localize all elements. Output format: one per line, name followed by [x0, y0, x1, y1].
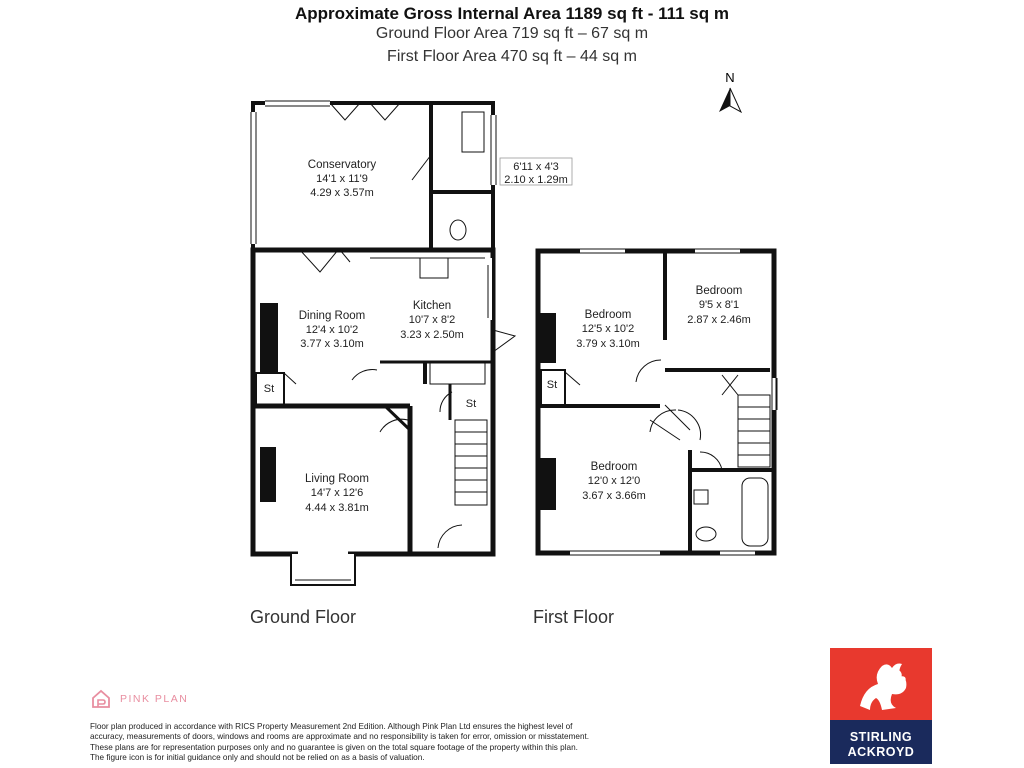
utility-dim-metric: 2.10 x 1.29m — [504, 174, 568, 186]
pink-plan-text: PINK PLAN — [120, 693, 189, 705]
brand-name-line2: ACKROYD — [847, 745, 915, 759]
conservatory-dim-metric: 4.29 x 3.57m — [310, 187, 374, 199]
pink-plan-house-icon — [90, 688, 112, 710]
first-floor-area: First Floor Area 470 sq ft – 44 sq m — [387, 48, 637, 65]
kitchen-name: Kitchen — [412, 300, 452, 312]
ground-floor-label: Ground Floor — [250, 607, 357, 627]
compass-label: N — [725, 70, 735, 85]
bedroom-1-name: Bedroom — [584, 309, 632, 321]
disclaimer-text: Floor plan produced in accordance with RICS Property Measurement 2nd Edition. Although Pink Plan Ltd ensures the highest level of accuracy, measurements of doors, windows and rooms are approximate and no responsibility is taken for error, omission or misstatement. These plans are for representation purposes only and no guarantee is given on the total square footage of the property within this plan. The figure icon is for initial guidance only and should not be relied on as a basis of valuation. — [90, 722, 590, 763]
utility-dim-imperial: 6'11 x 4'3 — [513, 161, 559, 173]
dining-room-dim-imperial: 12'4 x 10'2 — [305, 324, 359, 336]
living-room-dim-metric: 4.44 x 3.81m — [305, 502, 369, 514]
bedroom-3-name: Bedroom — [590, 461, 638, 473]
conservatory-dim-imperial: 14'1 x 11'9 — [316, 173, 368, 185]
conservatory-name: Conservatory — [307, 159, 377, 171]
bedroom-2-name: Bedroom — [695, 285, 743, 297]
living-room-dim-imperial: 14'7 x 12'6 — [310, 487, 364, 499]
griffin-icon — [830, 648, 932, 720]
hall-store-label: St — [465, 398, 477, 410]
bedroom-1-dim-imperial: 12'5 x 10'2 — [581, 323, 635, 335]
bedroom-1-dim-metric: 3.79 x 3.10m — [576, 338, 640, 350]
brand-name-line1: STIRLING — [849, 730, 913, 744]
north-compass-icon — [719, 70, 741, 112]
kitchen-dim-metric: 3.23 x 2.50m — [400, 329, 464, 341]
ground-floor-plan — [251, 101, 515, 585]
brand-red-panel — [830, 648, 932, 720]
stirling-ackroyd-logo — [830, 648, 932, 764]
first-floor-label: First Floor — [533, 607, 614, 627]
bedroom-3-dim-metric: 3.67 x 3.66m — [582, 490, 646, 502]
area-title: Approximate Gross Internal Area 1189 sq ft - 111 sq m — [295, 4, 729, 23]
dining-store-label: St — [263, 383, 275, 395]
pink-plan-logo — [90, 688, 188, 710]
ground-floor-area: Ground Floor Area 719 sq ft – 67 sq m — [375, 25, 649, 42]
first-floor-store-label: St — [546, 379, 558, 391]
dining-room-name: Dining Room — [298, 310, 366, 322]
kitchen-dim-imperial: 10'7 x 8'2 — [408, 314, 456, 326]
bedroom-2-dim-imperial: 9'5 x 8'1 — [698, 299, 740, 311]
living-room-name: Living Room — [305, 473, 369, 485]
bedroom-2-dim-metric: 2.87 x 2.46m — [687, 314, 751, 326]
bedroom-3-dim-imperial: 12'0 x 12'0 — [587, 475, 641, 487]
dining-room-dim-metric: 3.77 x 3.10m — [300, 338, 364, 350]
